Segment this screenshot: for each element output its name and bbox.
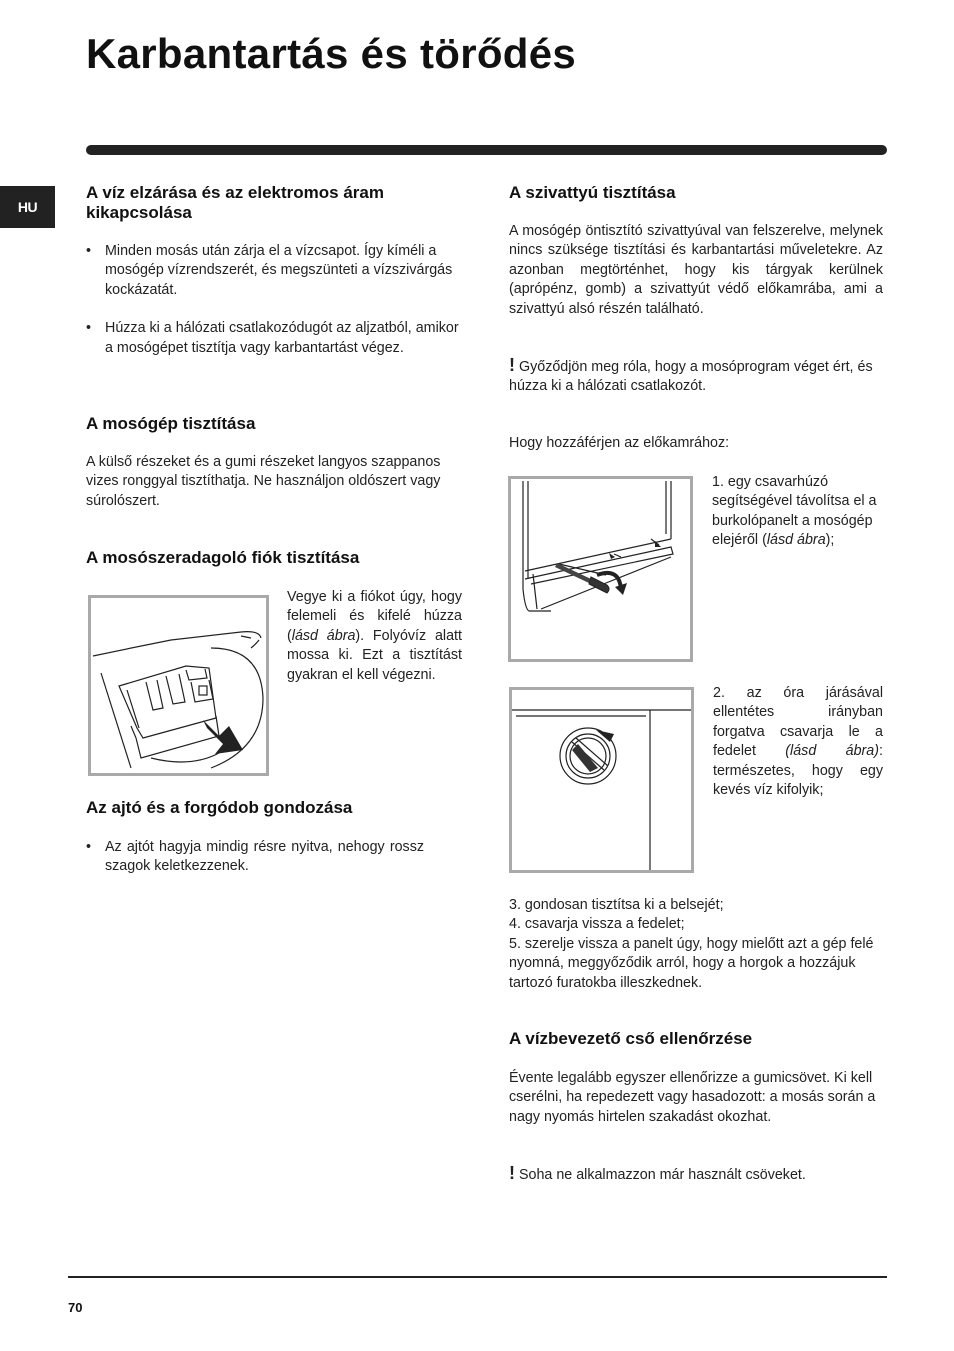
pump-cover-figure (509, 687, 694, 873)
bullet-item: • Húzza ki a hálózati csatlakozódugót az aljzatból, amikor a mosógépet tisztítja vagy karbantartást végez. (86, 319, 464, 358)
detergent-drawer-figure (88, 595, 269, 776)
bullet-item: • Az ajtót hagyja mindig résre nyitva, nehogy rossz szagok keletkezzenek. (86, 838, 424, 877)
bullet-item: • Minden mosás után zárja el a vízcsapot. Így kíméli a mosógép vízrendszerét, és megszünteti a vízszivárgás kockázatát. (86, 242, 464, 300)
warning-icon: ! (509, 1163, 515, 1183)
step5-text: 5. szerelje vissza a panelt úgy, hogy mielőtt azt a gép felé nyomná, meggyőződik arról, hogy a horgok a hozzájuk tartozó furatokba illeszkednek. (509, 935, 874, 991)
warning-icon: ! (509, 355, 515, 375)
inlet-hose-warning: ! Soha ne alkalmazzon már használt csöveket. (509, 1163, 806, 1183)
pump-warning: ! Győződjön meg róla, hogy a mosóprogram véget ért, és húzza ki a hálózati csatlakozót. (509, 355, 873, 395)
step1-text: 1. egy csavarhúzó segítségével távolítsa el a burkolópanelt a mosógép elejéről (lásd ábra); (712, 474, 877, 549)
access-intro-text: Hogy hozzáférjen az előkamrához: (509, 435, 730, 451)
heading-pump-cleaning: A szivattyú tisztítása (509, 183, 676, 202)
water-power-bullets (86, 242, 464, 358)
language-tab: HU (0, 186, 55, 228)
page-title: Karbantartás és törődés (86, 30, 577, 77)
heading-machine-cleaning: A mosógép tisztítása (86, 414, 256, 433)
panel-removal-figure (508, 476, 693, 662)
heading-inlet-hose-check: A vízbevezető cső ellenőrzése (509, 1029, 753, 1048)
heading-door-drum-care: Az ajtó és a forgódob gondozása (86, 798, 353, 817)
footer-divider (68, 1276, 887, 1278)
remaining-steps (509, 896, 885, 993)
pump-cleaning-text: A mosógép öntisztító szivattyúval van felszerelve, melynek nincs szüksége tisztítási és karbantartási műveletekre. Az azonban megtörténhet, hogy kis tárgyak kerülnek (aprópénz, gomb) a szivattyút védő előkamrába, ami a szivattyú alsó részén található. (509, 223, 883, 317)
heading-water-power-off: A víz elzárása és az elektromos áram kikapcsolása (86, 183, 384, 222)
heading-dispenser-cleaning: A mosószeradagoló fiók tisztítása (86, 548, 360, 567)
title-divider (86, 145, 887, 155)
step3-text: 3. gondosan tisztítsa ki a belsejét; (509, 897, 724, 913)
inlet-hose-text: Évente legalább egyszer ellenőrizze a gumicsövet. Ki kell cserélni, ha repedezett vagy hasadozott: a mosás során a nagy nyomás hirtelen szakadást okozhat. (509, 1070, 876, 1125)
drawer-removal-illustration (91, 598, 266, 773)
dispenser-cleaning-text: Vegye ki a fiókot úgy, hogy felemeli és kifelé húzza (lásd ábra). Folyóvíz alatt mossa ki. Ezt a tisztítást gyakran el kell végezni. (287, 589, 462, 683)
step2-text: 2. az óra járásával ellentétes irányban forgatva csavarja le a fedelet (lásd ábra): természetes, hogy egy kevés víz kifolyik; (713, 685, 883, 799)
machine-cleaning-text: A külső részeket és a gumi részeket langyos szappanos vizes ronggyal tisztíthatja. Ne használjon oldószert vagy súrolószert. (86, 454, 441, 509)
pump-cover-illustration (512, 690, 691, 870)
step4-text: 4. csavarja vissza a fedelet; (509, 916, 685, 933)
page-number: 70 (68, 1300, 83, 1315)
screwdriver-panel-illustration (511, 479, 690, 659)
door-drum-bullets (86, 838, 424, 877)
